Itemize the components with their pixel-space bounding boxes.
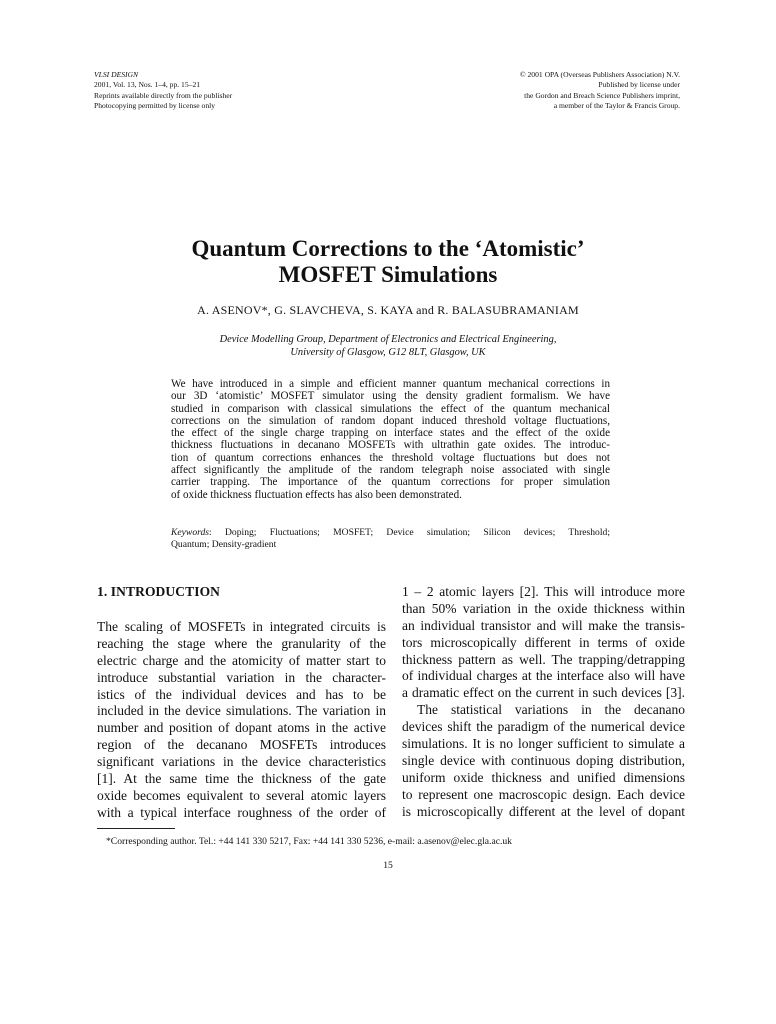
abstract-line: the effect of the single charge trapping on interface states and the effect of the oxide xyxy=(171,427,610,440)
body-line: devices shift the paradigm of the numerical device xyxy=(402,719,685,735)
body-line: significant variations in the device characteristics xyxy=(97,754,386,770)
keywords-line-1: Keywords: Doping; Fluctuations; MOSFET; Device simulation; Silicon devices; Threshold; xyxy=(171,527,610,538)
body-line: included in the device simulations. The variation in xyxy=(97,703,386,719)
body-line: The statistical variations in the decanano xyxy=(417,702,685,718)
body-line: electric charge and the atomicity of matter start to xyxy=(97,652,386,668)
paper-title-line-2: MOSFET Simulations xyxy=(278,262,498,287)
body-line: The scaling of MOSFETs in integrated circuits is xyxy=(97,619,386,634)
body-line: [1]. At the same time the thickness of the gate xyxy=(97,771,386,787)
author-list: A. ASENOV*, G. SLAVCHEVA, S. KAYA and R. BALASUBRAMANIAM xyxy=(197,303,579,317)
corresponding-author-footnote: *Corresponding author. Tel.: +44 141 330 5217, Fax: +44 141 330 5236, e-mail: a.asenov@elec.gla.ac.uk xyxy=(106,836,512,847)
abstract-line: corrections on the simulation of random dopant induced threshold voltage fluctuations, xyxy=(171,414,610,427)
paper-title xyxy=(0,236,776,288)
body-line: is microscopically different at the level of dopant xyxy=(402,803,685,819)
footnote-rule xyxy=(97,828,175,829)
journal-citation: 2001, Vol. 13, Nos. 1–4, pp. 15–21 xyxy=(94,80,201,90)
body-right-column xyxy=(402,584,685,820)
body-line: a dramatic effect on the current in such devices [3]. xyxy=(402,685,685,701)
journal-header-right xyxy=(520,70,680,111)
reprints-note: Reprints available directly from the publisher xyxy=(94,90,233,100)
paper-title-line-1: Quantum Corrections to the ‘Atomistic’ xyxy=(191,236,585,261)
body-line: with a typical interface roughness of the order of xyxy=(97,804,386,820)
abstract-line: studied in comparison with classical simulations the effect of the quantum mechanical xyxy=(171,402,610,415)
copyright-line: © 2001 OPA (Overseas Publishers Association) N.V. xyxy=(519,70,680,79)
abstract-line: affect significantly the amplitude of the random telegraph noise associated with single xyxy=(171,464,610,477)
license-line: Published by license under xyxy=(598,80,680,90)
abstract-line: carrier trapping. The importance of the quantum corrections for proper simulation xyxy=(171,476,610,489)
body-line: istics of the individual devices and has to be xyxy=(97,686,386,702)
body-line: of individual charges at the interface also will have xyxy=(402,668,685,684)
body-line: tors microscopically different in terms of oxide xyxy=(402,634,685,650)
body-line: simulations. It is no longer sufficient to simulate a xyxy=(402,736,685,752)
section-heading: 1. INTRODUCTION xyxy=(97,584,221,599)
journal-name: VLSI DESIGN xyxy=(94,70,139,79)
abstract-line: tion of quantum corrections enhances the threshold voltage fluctuations but does not xyxy=(171,451,610,464)
abstract-line: thickness fluctuations in decanano MOSFETs with ultrathin gate oxides. The introduc- xyxy=(171,439,610,452)
affiliation-line-2: University of Glasgow, G12 8LT, Glasgow, UK xyxy=(290,346,486,358)
photocopying-note: Photocopying permitted by license only xyxy=(94,100,216,110)
body-line: 1 – 2 atomic layers [2]. This will introduce more xyxy=(402,584,685,599)
body-line: thickness pattern as well. The trapping/detrapping xyxy=(402,651,685,667)
abstract xyxy=(171,378,610,501)
abstract-line: our 3D ‘atomistic’ MOSFET simulator using the density gradient formalism. We have xyxy=(171,390,610,403)
body-line: reaching the stage where the granularity of the xyxy=(97,635,386,651)
affiliation xyxy=(0,334,776,359)
body-line: region of the decanano MOSFETs introduces xyxy=(97,737,386,753)
journal-header-left xyxy=(94,70,232,111)
body-left-column xyxy=(97,584,386,822)
affiliation-line-1: Device Modelling Group, Department of Electronics and Electrical Engineering, xyxy=(219,334,557,345)
group-line: a member of the Taylor & Francis Group. xyxy=(553,100,680,110)
abstract-line: We have introduced in a simple and efficient manner quantum mechanical corrections in xyxy=(171,378,610,390)
keywords-list-1: Doping; Fluctuations; MOSFET; Device simulation; Silicon devices; Threshold; xyxy=(225,527,610,538)
body-line: to represent one macroscopic design. Each device xyxy=(402,786,685,802)
body-line: than 50% variation in the oxide thickness within xyxy=(402,600,685,616)
body-line: an individual transistor and will make the transis- xyxy=(402,617,685,633)
keywords xyxy=(171,527,610,550)
body-line: uniform oxide thickness and unified dimensions xyxy=(402,769,685,785)
body-line: introduce substantial variation in the character- xyxy=(97,669,386,685)
body-line: oxide becomes equivalent to several atomic layers xyxy=(97,787,386,803)
imprint-line: the Gordon and Breach Science Publishers imprint, xyxy=(524,90,680,100)
page-number: 15 xyxy=(383,860,393,871)
keywords-list-2: Quantum; Density-gradient xyxy=(171,538,277,550)
body-line: number and position of dopant atoms in the active xyxy=(97,720,386,736)
body-line: single device with continuous doping distribution, xyxy=(402,752,685,768)
abstract-line: of oxide thickness fluctuation effects has also been demonstrated. xyxy=(171,488,462,501)
keywords-label: Keywords xyxy=(171,527,210,538)
